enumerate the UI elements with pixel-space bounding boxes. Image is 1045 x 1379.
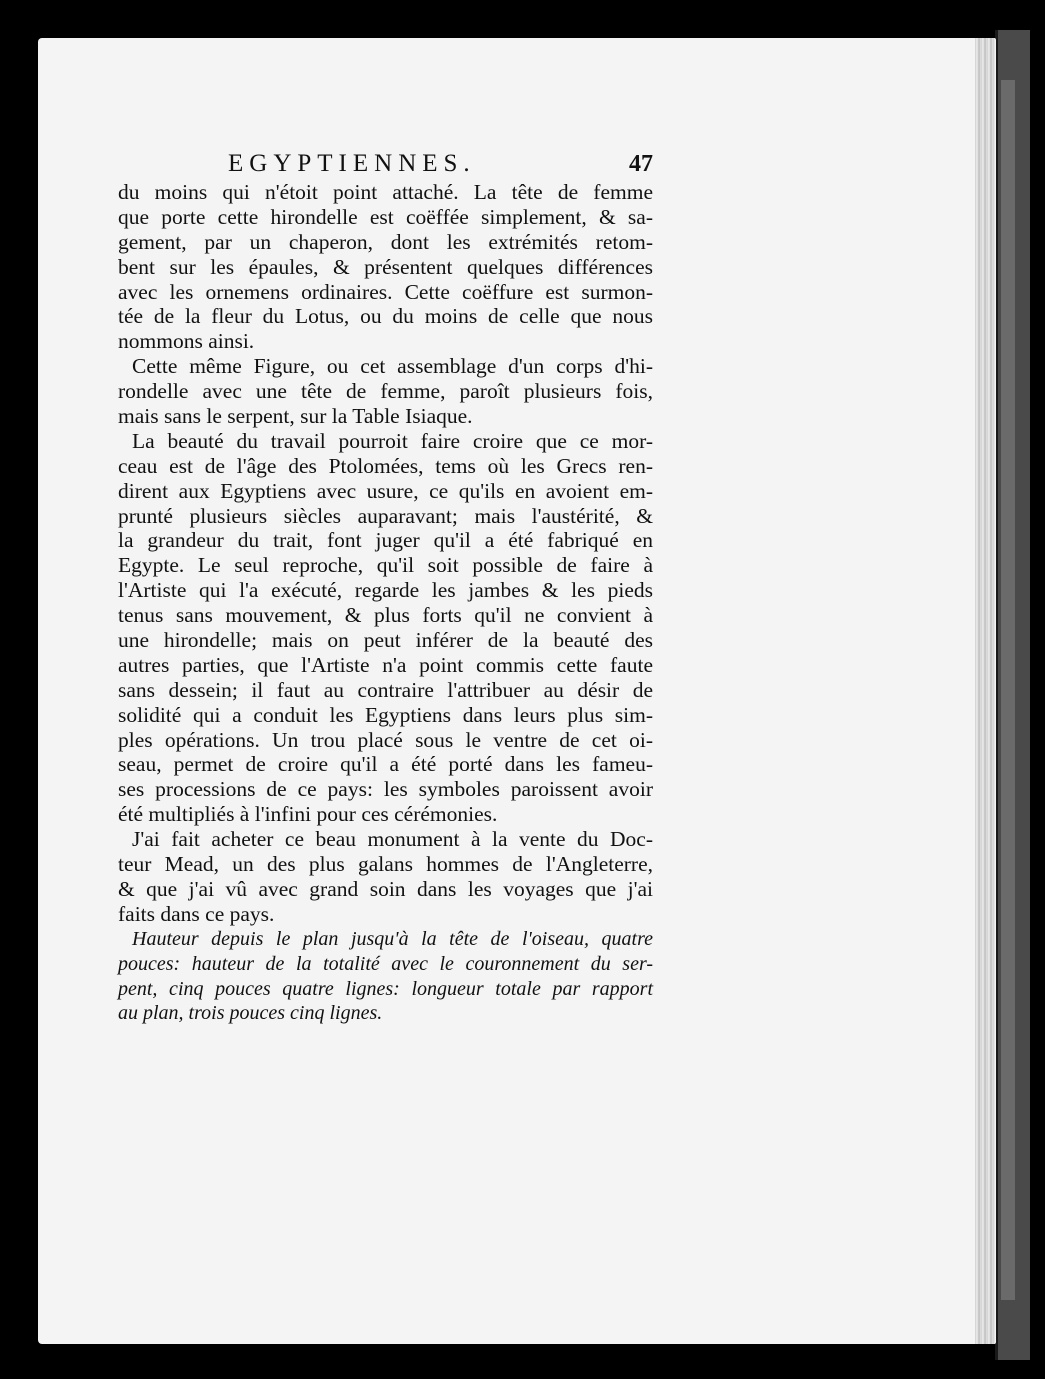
- text-line: rondelle avec une tête de femme, paroît plusieurs fois,: [118, 379, 653, 404]
- text-line: au plan, trois pouces cinq lignes.: [118, 1002, 383, 1025]
- text-line: la grandeur du trait, font juger qu'il a été fabriqué en: [118, 528, 653, 553]
- paragraph: [118, 180, 653, 354]
- text-line: ses processions de ce pays: les symboles paroissent avoir: [118, 777, 653, 802]
- text-line: teur Mead, un des plus galans hommes de l'Angleterre,: [118, 852, 653, 877]
- text-line: dirent aux Egyptiens avec usure, ce qu'ils en avoient em-: [118, 478, 653, 503]
- text-line: sans dessein; il faut au contraire l'attribuer au désir de: [118, 677, 653, 702]
- text-line: seau, permet de croire qu'il a été porté dans les fameu-: [118, 752, 653, 777]
- text-line: une hirondelle; mais on peut inférer de la beauté des: [118, 628, 653, 653]
- text-line: pent, cinq pouces quatre lignes: longueur totale par rapport: [118, 977, 653, 1000]
- text-line: faits dans ce pays.: [118, 901, 275, 926]
- page-number: 47: [629, 151, 653, 177]
- paragraph: [118, 429, 653, 827]
- text-line: gement, par un chaperon, dont les extrémités retom-: [118, 229, 653, 254]
- running-head: EGYPTIENNES.: [228, 150, 476, 177]
- text-line: tenus sans mouvement, & plus forts qu'il ne convient à: [118, 603, 653, 628]
- page-edges: [975, 38, 995, 1344]
- paragraph: [118, 827, 653, 927]
- text-line: La beauté du travail pourroit faire croire que ce mor-: [132, 428, 653, 453]
- text-line: Egypte. Le seul reproche, qu'il soit possible de faire à: [118, 553, 653, 578]
- text-line: mais sans le serpent, sur la Table Isiaque.: [118, 404, 473, 429]
- text-line: Hauteur depuis le plan jusqu'à la tête de l'oiseau, quatre: [132, 927, 653, 950]
- text-line: prunté plusieurs siècles auparavant; mais l'austérité, &: [118, 503, 653, 528]
- text-line: ples opérations. Un trou placé sous le ventre de cet oi-: [118, 727, 653, 752]
- text-line: tée de la fleur du Lotus, ou du moins de celle que nous: [118, 304, 653, 329]
- text-line: autres parties, que l'Artiste n'a point commis cette faute: [118, 652, 653, 677]
- page-text: [118, 150, 653, 1026]
- page-header: [118, 150, 653, 180]
- text-line: avec les ornemens ordinaires. Cette coëffure est surmon-: [118, 279, 653, 304]
- text-line: bent sur les épaules, & présentent quelques différences: [118, 254, 653, 279]
- text-line: J'ai fait acheter ce beau monument à la vente du Doc-: [132, 827, 653, 852]
- text-line: solidité qui a conduit les Egyptiens dans leurs plus sim-: [118, 702, 653, 727]
- text-line: Cette même Figure, ou cet assemblage d'un corps d'hi-: [132, 354, 653, 379]
- text-line: & que j'ai vû avec grand soin dans les voyages que j'ai: [118, 876, 653, 901]
- paragraph: [118, 354, 653, 429]
- text-line: que porte cette hirondelle est coëffée simplement, & sa-: [118, 204, 653, 229]
- text-line: l'Artiste qui l'a exécuté, regarde les jambes & les pieds: [118, 578, 653, 603]
- text-line: ceau est de l'âge des Ptolomées, tems où les Grecs ren-: [118, 453, 653, 478]
- text-line: nommons ainsi.: [118, 329, 255, 354]
- dimensions-note: [118, 927, 653, 1027]
- text-line: été multipliés à l'infini pour ces cérémonies.: [118, 802, 498, 827]
- binding-spine: [1001, 80, 1015, 1300]
- text-line: du moins qui n'étoit point attaché. La tête de femme: [118, 180, 653, 204]
- text-line: pouces: hauteur de la totalité avec le couronnement du ser-: [118, 952, 653, 975]
